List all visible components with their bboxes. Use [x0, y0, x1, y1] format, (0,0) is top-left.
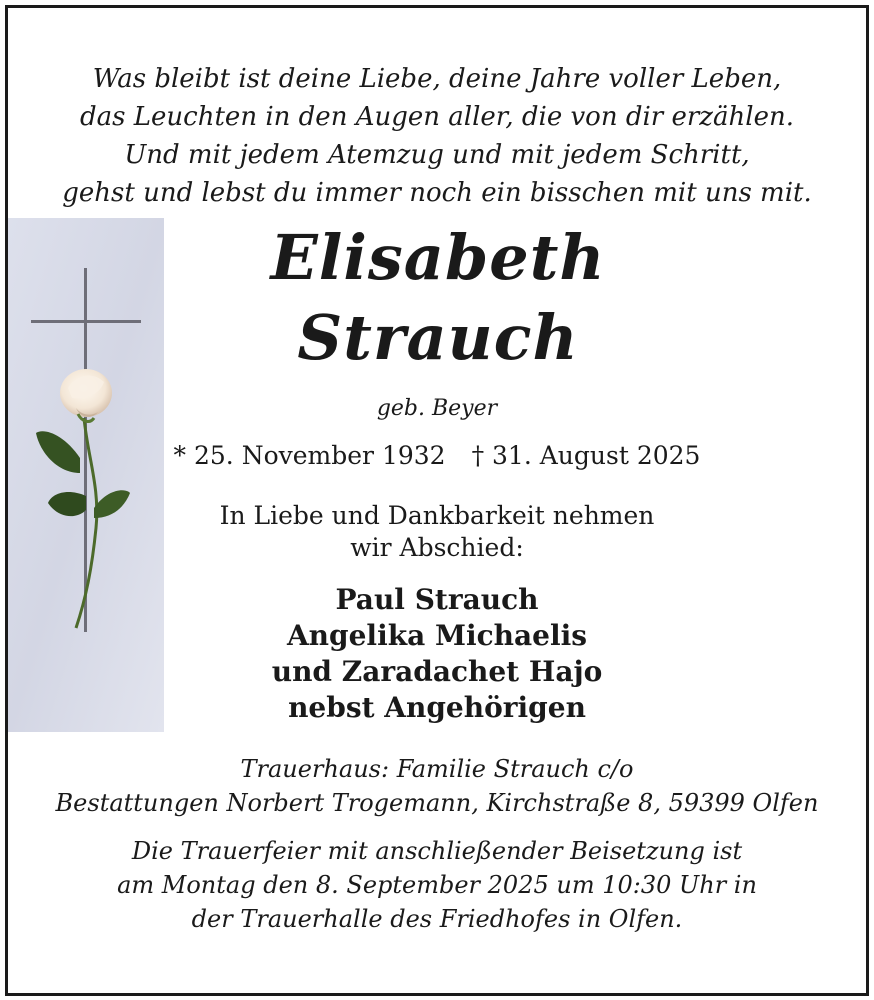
poem-line: gehst und lebst du immer noch ein bisschen mit uns mit.: [62, 178, 812, 208]
mourner-name: und Zaradachet Hajo: [271, 655, 603, 688]
birth-name: geb. Beyer: [376, 396, 498, 421]
mourner-name: Angelika Michaelis: [286, 619, 588, 652]
farewell-line: In Liebe und Dankbarkeit nehmen: [219, 501, 655, 530]
farewell-line: wir Abschied:: [350, 533, 524, 562]
service-line: Die Trauerfeier mit anschließender Beisetzung ist: [131, 837, 743, 865]
mourner-name: Paul Strauch: [335, 583, 539, 616]
mourner-name: nebst Angehörigen: [288, 691, 586, 724]
mourning-house: [0, 752, 874, 820]
service-line: am Montag den 8. September 2025 um 10:30 Uhr in: [117, 871, 757, 899]
poem-line: Was bleibt ist deine Liebe, deine Jahre voller Leben,: [92, 64, 782, 94]
mourners-list: [0, 582, 874, 726]
poem-line: das Leuchten in den Augen aller, die von dir erzählen.: [80, 102, 794, 132]
farewell-text: [0, 500, 874, 564]
death-date: † 31. August 2025: [471, 441, 701, 470]
mourning-house-line: Trauerhaus: Familie Strauch c/o: [240, 755, 634, 783]
funeral-service-info: [0, 834, 874, 936]
deceased-last-name: Strauch: [297, 301, 579, 374]
mourning-house-line: Bestattungen Norbert Trogemann, Kirchstraße 8, 59399 Olfen: [55, 789, 819, 817]
life-dates: [0, 441, 874, 470]
service-line: der Trauerhalle des Friedhofes in Olfen.: [191, 905, 683, 933]
poem: [0, 60, 874, 212]
birth-date: * 25. November 1932: [173, 441, 446, 470]
deceased-first-name: Elisabeth: [270, 221, 606, 294]
poem-line: Und mit jedem Atemzug und mit jedem Schritt,: [124, 140, 750, 170]
